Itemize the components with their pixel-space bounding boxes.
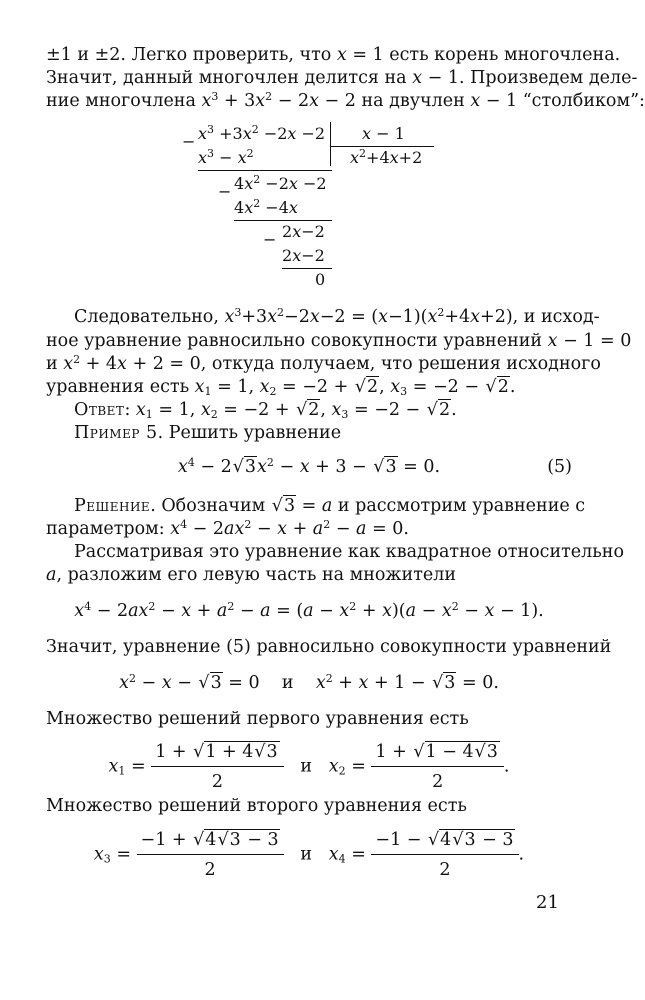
text-line: Множество решений второго уравнения есть	[46, 796, 467, 816]
roots-x1-x2: $x_1$ = $\frac{1 + √1 + 4√3}{2}$ и $x_2$ = $\frac{1 + √1 - 4√3}{2}$ .	[108, 742, 510, 792]
text-line: уравнения есть $x_1 = 1$, $x_2 = -2 + √2$, $x_3 = -2 - √2$.	[46, 377, 516, 398]
text-line: параметром: $x^4 - 2ax^2 - x + a^2 - a = 0$.	[46, 518, 409, 539]
page-number: 21	[536, 892, 559, 913]
text-line: Значит, данный многочлен делится на x − 1. Произведем деле-	[46, 68, 638, 88]
text-line: Множество решений первого уравнения есть	[46, 709, 469, 729]
text-line: ±1 и ±2. Легко проверить, что x = 1 есть корень многочлена.	[46, 45, 621, 65]
text-line: Следовательно, $x^3+3x^2-2x-2 = (x-1)(x^2+4x+2)$, и исход-	[74, 306, 600, 327]
text-line: Значит, уравнение (5) равносильно совокупности уравнений	[46, 637, 612, 657]
text-line: ние многочлена $x^3 + 3x^2 - 2x - 2$ на двучлен x − 1 “столбиком”:	[46, 90, 645, 111]
equation-number: (5)	[547, 457, 572, 477]
document-page: ±1 и ±2. Легко проверить, что x = 1 есть корень многочлена. Значит, данный многочлен делится на x − 1. Произведем деле- ние многочлена $x^3 + 3x^2 - 2x - 2$ на двучлен x − 1 “столбиком”: − $x^3 +3x^2 -2x -2$ x − 1 $x^3 - x^2$ $x^2+4x+2$ − $4x^2 -2x -2$ $4x^2 -4x$ − 2x−2 2x−2 0 Следовательно, $x^3+3x^2-2x-2 = (x-1)(x^2+4x+2)$, и исход- ное уравнение равносильно совокупности уравнений x − 1 = 0 и $x^2 + 4x + 2 = 0$, откуда получаем, что решения исходного уравнения есть $x_1 = 1$, $x_2 = -2 + √2$, $x_3 = -2 - √2$. Ответ: $x_1 = 1$, $x_2 = -2 + √2$, $x_3 = -2 - √2$. Пример 5. Решить уравнение $x^4 - 2√3x^2 - x + 3 - √3 = 0$. (5) Решение. Обозначим √3 = a и рассмотрим уравнение с параметром: $x^4 - 2ax^2 - x + a^2 - a = 0$. Рассматривая это уравнение как квадратное относительно a, разложим его левую часть на множители $x^4 - 2ax^2 - x + a^2 - a = (a - x^2 + x)(a - x^2 - x - 1)$. Значит, уравнение (5) равносильно совокупности уравнений $x^2 - x - √3 = 0$ и $x^2 + x + 1 - √3 = 0$. Множество решений первого уравнения есть $x_1$ = $\frac{1 + √1 + 4√3}{2}$ и $x_2$ = $\frac{1 + √1 - 4√3}{2}$ . Множество решений второго уравнения есть $x_3$ = $\frac{-1 + √4√3 - 3}{2}$ и $x_4$ = $\frac{-1 - √4√3 - 3}{2}$ . 21	[46, 45, 645, 913]
text-line: ное уравнение равносильно совокупности уравнений x − 1 = 0	[46, 331, 632, 351]
example-heading: Пример 5. Решить уравнение	[74, 423, 342, 443]
answer-line: Ответ: $x_1 = 1$, $x_2 = -2 + √2$, $x_3 = -2 - √2$.	[74, 400, 457, 421]
text-line: a, разложим его левую часть на множители	[46, 565, 457, 585]
equation-5: $x^4 - 2√3x^2 - x + 3 - √3 = 0$. (5)	[177, 456, 572, 477]
equation-system: $x^2 - x - √3 = 0$ и $x^2 + x + 1 - √3 = 0$.	[119, 672, 499, 693]
text-line: Решение. Обозначим √3 = a и рассмотрим уравнение с	[74, 496, 586, 516]
factorization: $x^4 - 2ax^2 - x + a^2 - a = (a - x^2 + x)(a - x^2 - x - 1)$.	[74, 600, 544, 621]
roots-x3-x4: $x_3$ = $\frac{-1 + √4√3 - 3}{2}$ и $x_4$ = $\frac{-1 - √4√3 - 3}{2}$ .	[93, 830, 525, 880]
text-line: и $x^2 + 4x + 2 = 0$, откуда получаем, что решения исходного	[46, 353, 601, 374]
text-line: Рассматривая это уравнение как квадратное относительно	[74, 542, 624, 562]
